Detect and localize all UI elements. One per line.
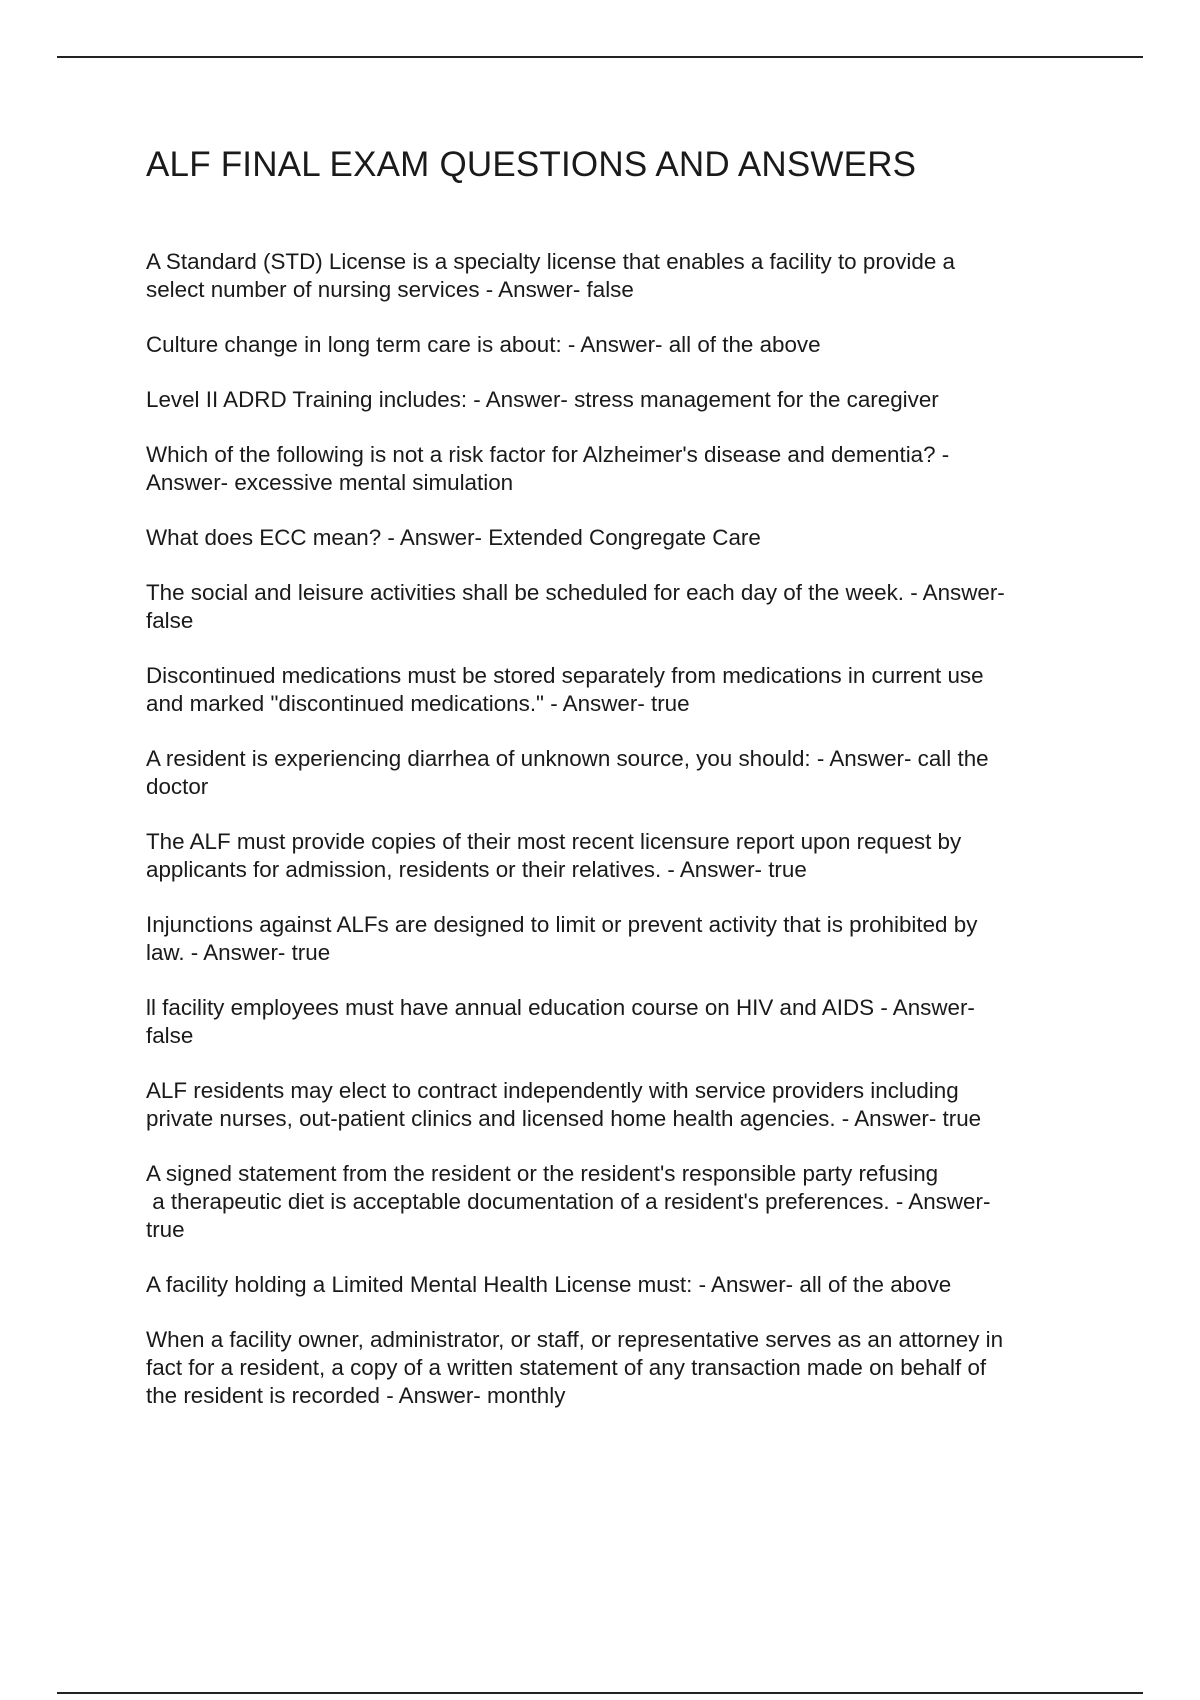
qa-list (146, 248, 1086, 1410)
qa-item: Injunctions against ALFs are designed to limit or prevent activity that is prohibited by law. - Answer- true (146, 912, 978, 965)
bottom-divider (57, 1692, 1143, 1694)
document-body (146, 144, 1086, 1437)
qa-item: Discontinued medications must be stored separately from medications in current use and marked "discontinued medications." - Answer- true (146, 663, 984, 716)
qa-item: A facility holding a Limited Mental Health License must: - Answer- all of the above (146, 1272, 952, 1297)
document-title: ALF FINAL EXAM QUESTIONS AND ANSWERS (146, 145, 917, 184)
qa-item: When a facility owner, administrator, or staff, or representative serves as an attorney in fact for a resident, a copy of a written statement of any transaction made on behalf of the resident is recorded - Answer- monthly (146, 1327, 1004, 1408)
qa-item: ALF residents may elect to contract independently with service providers including private nurses, out-patient clinics and licensed home health agencies. - Answer- true (146, 1078, 982, 1131)
qa-item: ll facility employees must have annual education course on HIV and AIDS - Answer- false (146, 995, 975, 1048)
qa-item: A Standard (STD) License is a specialty license that enables a facility to provide a select number of nursing services - Answer- false (146, 249, 955, 302)
qa-item: A signed statement from the resident or the resident's responsible party refusing a therapeutic diet is acceptable documentation of a resident's preferences. - Answer- true (146, 1161, 991, 1242)
qa-item: What does ECC mean? - Answer- Extended Congregate Care (146, 525, 761, 550)
qa-item: A resident is experiencing diarrhea of unknown source, you should: - Answer- call the doctor (146, 746, 989, 799)
top-divider (57, 56, 1143, 58)
qa-item: The social and leisure activities shall be scheduled for each day of the week. - Answer- false (146, 580, 1005, 633)
qa-item: Level II ADRD Training includes: - Answer- stress management for the caregiver (146, 387, 939, 412)
qa-item: The ALF must provide copies of their most recent licensure report upon request by applicants for admission, residents or their relatives. - Answer- true (146, 829, 962, 882)
qa-item: Culture change in long term care is about: - Answer- all of the above (146, 332, 821, 357)
qa-item: Which of the following is not a risk factor for Alzheimer's disease and dementia? - Answer- excessive mental simulation (146, 442, 950, 495)
